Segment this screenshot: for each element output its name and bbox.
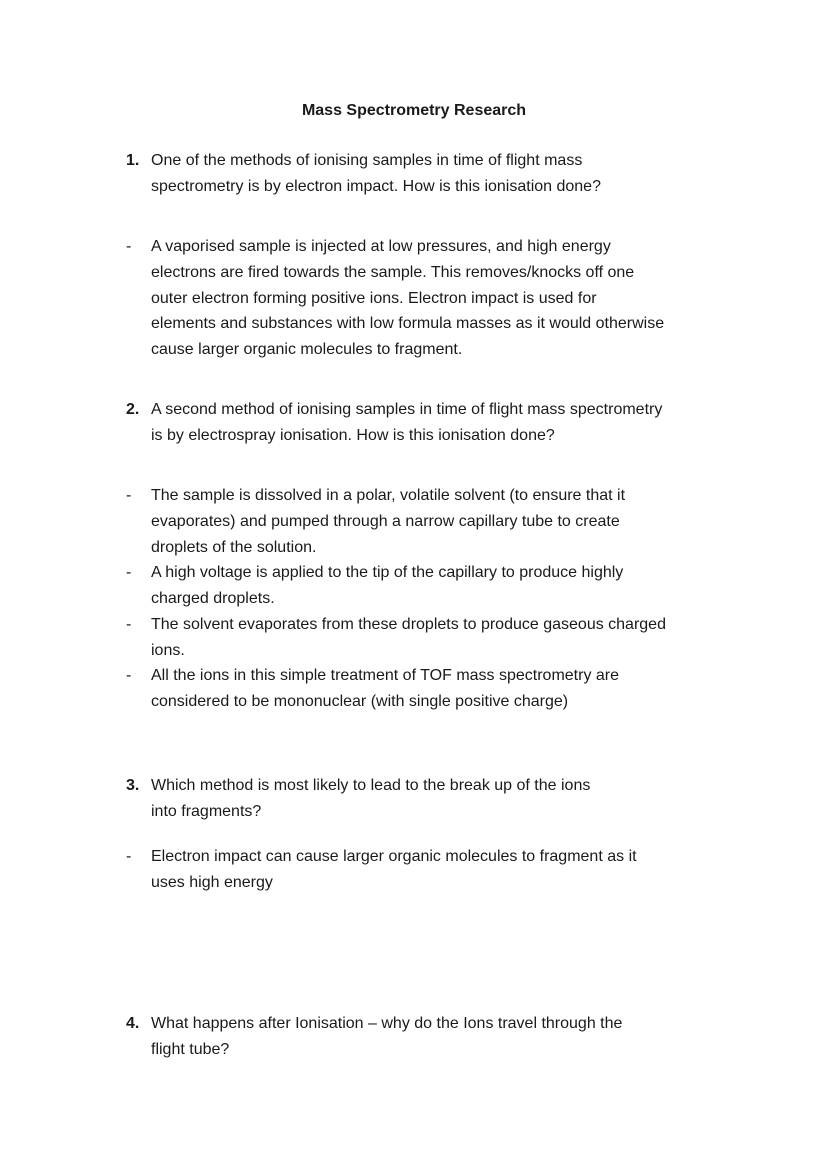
text-line: One of the methods of ionising samples in time of flight mass xyxy=(151,152,583,169)
text-line: The solvent evaporates from these droplets to produce gaseous charged xyxy=(151,616,666,633)
bullet-dash: - xyxy=(126,667,132,684)
question-1 xyxy=(126,148,601,200)
text-line: A second method of ionising samples in time of flight mass spectrometry xyxy=(151,401,663,418)
answer-bullet xyxy=(126,663,620,715)
text-line: is by electrospray ionisation. How is this ionisation done? xyxy=(151,426,555,444)
text-line: flight tube? xyxy=(151,1040,230,1058)
text-line: evaporates) and pumped through a narrow capillary tube to create xyxy=(151,512,620,530)
bullet-dash: - xyxy=(126,564,132,581)
text-line: A vaporised sample is injected at low pressures, and high energy xyxy=(151,238,611,255)
answer-bullet xyxy=(126,560,624,612)
question-number: 3. xyxy=(126,777,140,794)
text-line: A high voltage is applied to the tip of the capillary to produce highly xyxy=(151,564,624,581)
bullet-dash: - xyxy=(126,848,132,865)
bullet-dash: - xyxy=(126,238,132,255)
question-number: 1. xyxy=(126,152,140,169)
text-line: into fragments? xyxy=(151,802,262,820)
text-line: The sample is dissolved in a polar, volatile solvent (to ensure that it xyxy=(151,487,626,504)
answer-bullet xyxy=(126,612,666,664)
text-line: What happens after Ionisation – why do the Ions travel through the xyxy=(151,1015,623,1032)
answer-bullet xyxy=(126,483,626,560)
answer-bullet xyxy=(126,234,665,363)
text-line: Electron impact can cause larger organic molecules to fragment as it xyxy=(151,848,637,865)
text-line: All the ions in this simple treatment of TOF mass spectrometry are xyxy=(151,667,620,684)
document-title: Mass Spectrometry Research xyxy=(301,102,527,119)
question-number: 2. xyxy=(126,401,140,418)
bullet-dash: - xyxy=(126,487,132,504)
text-line: electrons are fired towards the sample. This removes/knocks off one xyxy=(151,263,635,281)
text-line: ions. xyxy=(151,641,185,659)
text-line: droplets of the solution. xyxy=(151,538,317,556)
text-line: uses high energy xyxy=(151,873,273,891)
text-line: outer electron forming positive ions. Electron impact is used for xyxy=(151,289,597,307)
bullet-dash: - xyxy=(126,616,132,633)
question-2 xyxy=(126,397,663,449)
question-number: 4. xyxy=(126,1015,140,1032)
text-line: elements and substances with low formula masses as it would otherwise xyxy=(151,315,665,333)
text-line: cause larger organic molecules to fragment. xyxy=(151,341,463,359)
answer-bullet xyxy=(126,844,637,896)
text-line: spectrometry is by electron impact. How is this ionisation done? xyxy=(151,177,601,195)
text-line: considered to be mononuclear (with single positive charge) xyxy=(151,692,569,710)
question-3 xyxy=(126,773,591,825)
question-4 xyxy=(126,1011,623,1063)
text-line: Which method is most likely to lead to the break up of the ions xyxy=(151,777,591,794)
text-line: charged droplets. xyxy=(151,589,275,607)
